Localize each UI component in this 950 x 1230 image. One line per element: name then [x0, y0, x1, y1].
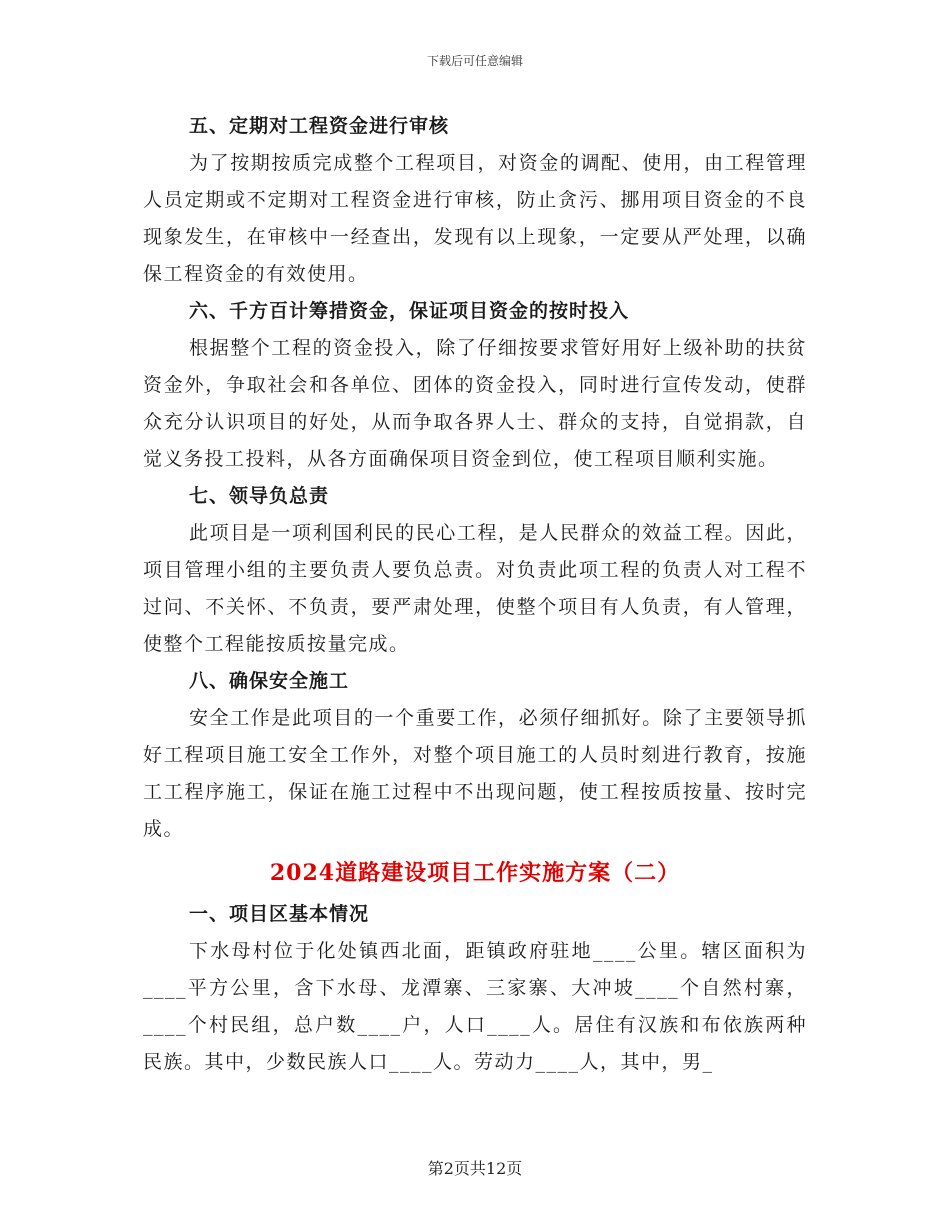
section-heading: 八、确保安全施工 — [189, 670, 350, 692]
section-heading: 七、领导负总责 — [189, 485, 330, 507]
section-paragraph: 此项目是一项利国利民的民心工程，是人民群众的效益工程。因此，项目管理小组的主要负责人要负总责。对负责此项工程的负责人对工程不过问、不关怀、不负责，要严肃处理，使整个项目有人负责，有人管理，使整个工程能按质按量完成。 — [143, 522, 807, 655]
section-heading: 一、项目区基本情况 — [189, 903, 370, 925]
section-paragraph: 下水母村位于化处镇西北面，距镇政府驻地____公里。辖区面积为____平方公里，含下水母、龙潭寨、三家寨、大冲坡____个自然村寨，____个村民组，总户数____户，人口____人。居住有汉族和布依族两种民族。其中，少数民族人口____人。劳动力____人，其中，男_ — [143, 940, 807, 1073]
section-heading: 五、定期对工程资金进行审核 — [189, 115, 450, 137]
section-paragraph: 安全工作是此项目的一个重要工作，必须仔细抓好。除了主要领导抓好工程项目施工安全工作外，对整个项目施工的人员时刻进行教育，按施工工程序施工，保证在施工过程中不出现问题，使工程按质按量、按时完成。 — [143, 707, 807, 840]
section-paragraph: 根据整个工程的资金投入，除了仔细按要求管好用好上级补助的扶贫资金外，争取社会和各单位、团体的资金投入，同时进行宣传发动，使群众充分认识项目的好处，从而争取各界人士、群众的支持，自觉捐款，自觉义务投工投料，从各方面确保项目资金到位，使工程项目顺利实施。 — [143, 337, 807, 470]
section-paragraph: 为了按期按质完成整个工程项目，对资金的调配、使用，由工程管理人员定期或不定期对工程资金进行审核，防止贪污、挪用项目资金的不良现象发生，在审核中一经查出，发现有以上现象，一定要从严处理，以确保工程资金的有效使用。 — [143, 152, 807, 285]
document-body — [143, 108, 807, 1081]
document-title: 2024道路建设项目工作实施方案（二） — [269, 860, 681, 886]
page-footer: 第2页共12页 — [427, 1159, 523, 1178]
header-note: 下载后可任意编辑 — [426, 54, 523, 68]
section-heading: 六、千方百计筹措资金，保证项目资金的按时投入 — [189, 300, 630, 322]
